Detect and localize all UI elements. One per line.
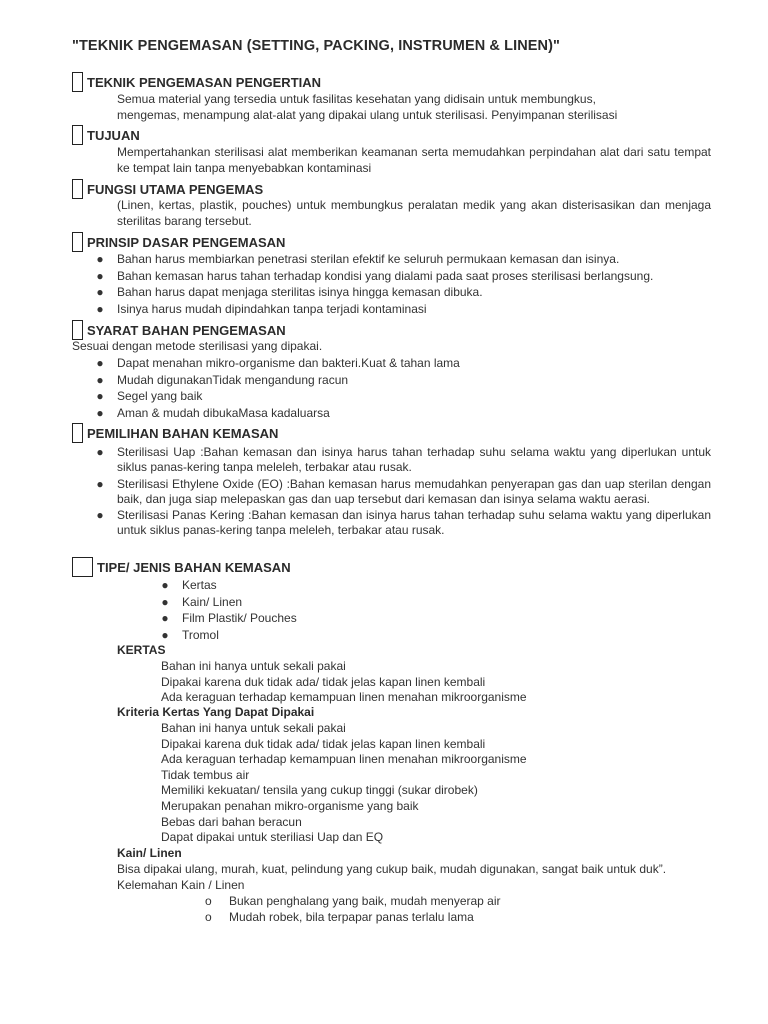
heading-tipe-text: TIPE/ JENIS BAHAN KEMASAN bbox=[97, 559, 291, 575]
list-item-text: Aman & mudah dibukaMasa kadaluarsa bbox=[117, 405, 330, 420]
list-item bbox=[95, 284, 711, 301]
list-item bbox=[95, 301, 711, 318]
bullet-icon: ● bbox=[96, 285, 104, 299]
list-item-text: Dapat menahan mikro-organisme dan bakteri.Kuat & tahan lama bbox=[117, 356, 460, 370]
heading-pemilihan bbox=[72, 422, 278, 444]
text-line: Bahan ini hanya untuk sekali pakai bbox=[161, 659, 346, 673]
heading-fungsi-text: FUNGSI UTAMA PENGEMAS bbox=[87, 181, 264, 197]
subheading-kain: Kain/ Linen bbox=[117, 846, 182, 860]
text-line: Ada keraguan terhadap kemampuan linen menahan mikroorganisme bbox=[161, 690, 527, 705]
syarat-list bbox=[95, 355, 711, 421]
list-item bbox=[95, 372, 711, 389]
checkbox-symbol bbox=[72, 320, 83, 340]
list-item-text: Segel yang baik bbox=[117, 389, 203, 403]
tipe-list bbox=[160, 577, 560, 643]
list-item bbox=[95, 388, 711, 405]
bullet-icon: ● bbox=[161, 627, 169, 642]
text-line: Kelemahan Kain / Linen bbox=[117, 877, 245, 892]
kriteria-lines bbox=[161, 721, 527, 846]
text-line: Bahan ini hanya untuk sekali pakai bbox=[161, 721, 346, 735]
bullet-icon: ● bbox=[161, 611, 169, 625]
bullet-icon: ● bbox=[96, 389, 104, 403]
checkbox-symbol bbox=[72, 72, 83, 92]
checkbox-symbol bbox=[72, 125, 83, 145]
pemilihan-list bbox=[95, 445, 711, 540]
pengertian-line: Semua material yang tersedia untuk fasilitas kesehatan yang didisain untuk membungkus, bbox=[117, 92, 596, 106]
bullet-icon: ● bbox=[96, 268, 104, 283]
prinsip-list bbox=[95, 251, 711, 317]
list-item-text: Tromol bbox=[182, 627, 219, 642]
text-line: Bisa dipakai ulang, murah, kuat, pelindung yang cukup baik, mudah digunakan, sangat baik untuk duk”. bbox=[117, 862, 667, 876]
list-item-text: Bukan penghalang yang baik, mudah menyerap air bbox=[229, 894, 501, 908]
bullet-icon: ● bbox=[96, 301, 104, 316]
list-item bbox=[205, 893, 501, 909]
heading-pemilihan-text: PEMILIHAN BAHAN KEMASAN bbox=[87, 425, 279, 441]
checkbox-symbol bbox=[72, 557, 93, 577]
fungsi-text: (Linen, kertas, plastik, pouches) untuk membungkus peralatan medik yang akan disterisasikan dan menjaga sterilitas barang tersebut. bbox=[117, 198, 711, 228]
list-item-text: Kain/ Linen bbox=[182, 594, 243, 609]
kertas-lines bbox=[161, 659, 527, 706]
text-line: Ada keraguan terhadap kemampuan linen menahan mikroorganisme bbox=[161, 752, 527, 767]
list-item-text: Mudah digunakanTidak mengandung racun bbox=[117, 372, 349, 387]
text-line: Dipakai karena duk tidak ada/ tidak jelas kapan linen kembali bbox=[161, 674, 486, 689]
text-line: Dipakai karena duk tidak ada/ tidak jelas kapan linen kembali bbox=[161, 736, 486, 751]
text-line: Merupakan penahan mikro-organisme yang baik bbox=[161, 798, 419, 813]
kain-text bbox=[117, 862, 711, 893]
subheading-kriteria: Kriteria Kertas Yang Dapat Dipakai bbox=[117, 705, 315, 719]
subheading-kertas: KERTAS bbox=[117, 643, 166, 657]
list-item bbox=[95, 268, 711, 285]
tujuan-text: Mempertahankan sterilisasi alat memberikan keamanan serta memudahkan perpindahan alat dari satu tempat ke tempat lain tanpa menyebabkan kontaminasi bbox=[117, 145, 711, 175]
list-item bbox=[95, 477, 711, 507]
checkbox-symbol bbox=[72, 179, 83, 199]
list-item bbox=[160, 627, 560, 644]
list-item-text: Film Plastik/ Pouches bbox=[182, 611, 297, 625]
list-item bbox=[160, 594, 560, 611]
list-item-text: Bahan harus membiarkan penetrasi sterilan efektif ke seluruh permukaan kemasan dan isinya. bbox=[117, 252, 620, 266]
syarat-intro: Sesuai dengan metode sterilisasi yang dipakai. bbox=[72, 339, 323, 353]
bullet-icon: ● bbox=[96, 405, 104, 420]
heading-pengertian-text: TEKNIK PENGEMASAN PENGERTIAN bbox=[87, 74, 322, 90]
heading-tipe bbox=[72, 556, 291, 578]
text-line: Memiliki kekuatan/ tensila yang cukup tinggi (sukar dirobek) bbox=[161, 783, 478, 798]
bullet-icon: ● bbox=[96, 476, 104, 491]
list-item bbox=[95, 508, 711, 538]
heading-tujuan-text: TUJUAN bbox=[87, 127, 140, 143]
bullet-icon: ● bbox=[161, 578, 169, 592]
pengertian-text bbox=[117, 92, 711, 123]
list-item bbox=[205, 909, 501, 925]
list-item-text: Sterilisasi Uap :Bahan kemasan dan isinya harus tahan terhadap suhu selama waktu yang diperlukan untuk siklus panas-kering tanpa meleleh, terbakar atau rusak. bbox=[117, 445, 711, 474]
circle-bullet-icon: o bbox=[205, 910, 212, 924]
checkbox-symbol bbox=[72, 423, 83, 443]
list-item-text: Bahan harus dapat menjaga sterilitas isinya hingga kemasan dibuka. bbox=[117, 285, 483, 299]
document-title: "TEKNIK PENGEMASAN (SETTING, PACKING, INSTRUMEN & LINEN)" bbox=[72, 38, 561, 54]
heading-prinsip bbox=[72, 231, 285, 253]
kelemahan-list bbox=[205, 893, 501, 925]
heading-syarat bbox=[72, 319, 286, 341]
list-item bbox=[160, 577, 560, 594]
heading-tujuan bbox=[72, 124, 140, 146]
list-item-text: Isinya harus mudah dipindahkan tanpa terjadi kontaminasi bbox=[117, 301, 427, 316]
list-item-text: Kertas bbox=[182, 578, 217, 592]
heading-syarat-text: SYARAT BAHAN PENGEMASAN bbox=[87, 322, 286, 338]
bullet-icon: ● bbox=[96, 356, 104, 370]
list-item bbox=[95, 445, 711, 475]
bullet-icon: ● bbox=[161, 594, 169, 609]
list-item bbox=[95, 355, 711, 372]
checkbox-symbol bbox=[72, 232, 83, 252]
list-item bbox=[95, 251, 711, 268]
list-item-text: Sterilisasi Panas Kering :Bahan kemasan dan isinya harus tahan terhadap suhu selama waktu yang diperlukan untuk siklus panas-kering tanpa meleleh, terbakar atau rusak. bbox=[117, 508, 711, 537]
heading-pengertian bbox=[72, 71, 321, 93]
list-item bbox=[160, 610, 560, 627]
heading-fungsi bbox=[72, 178, 263, 200]
list-item-text: Sterilisasi Ethylene Oxide (EO) :Bahan kemasan harus memudahkan penyerapan gas dan uap sterilan dengan baik, dan juga siap melepaskan gas dan uap tersebut dari kemasan dan isinya selama waktu aerasi. bbox=[117, 476, 711, 506]
bullet-icon: ● bbox=[96, 252, 104, 266]
list-item-text: Mudah robek, bila terpapar panas terlalu lama bbox=[229, 910, 474, 924]
list-item bbox=[95, 405, 711, 422]
text-line: Dapat dipakai untuk steriliasi Uap dan EQ bbox=[161, 830, 384, 845]
text-line: Tidak tembus air bbox=[161, 767, 250, 782]
pengertian-line: mengemas, menampung alat-alat yang dipakai ulang untuk sterilisasi. Penyimpanan sterilisasi bbox=[117, 107, 618, 122]
heading-prinsip-text: PRINSIP DASAR PENGEMASAN bbox=[87, 234, 286, 250]
bullet-icon: ● bbox=[96, 372, 104, 387]
text-line: Bebas dari bahan beracun bbox=[161, 814, 302, 829]
bullet-icon: ● bbox=[96, 445, 104, 459]
bullet-icon: ● bbox=[96, 508, 104, 522]
list-item-text: Bahan kemasan harus tahan terhadap kondisi yang dialami pada saat proses sterilisasi berlangsung. bbox=[117, 268, 654, 283]
circle-bullet-icon: o bbox=[205, 894, 212, 908]
